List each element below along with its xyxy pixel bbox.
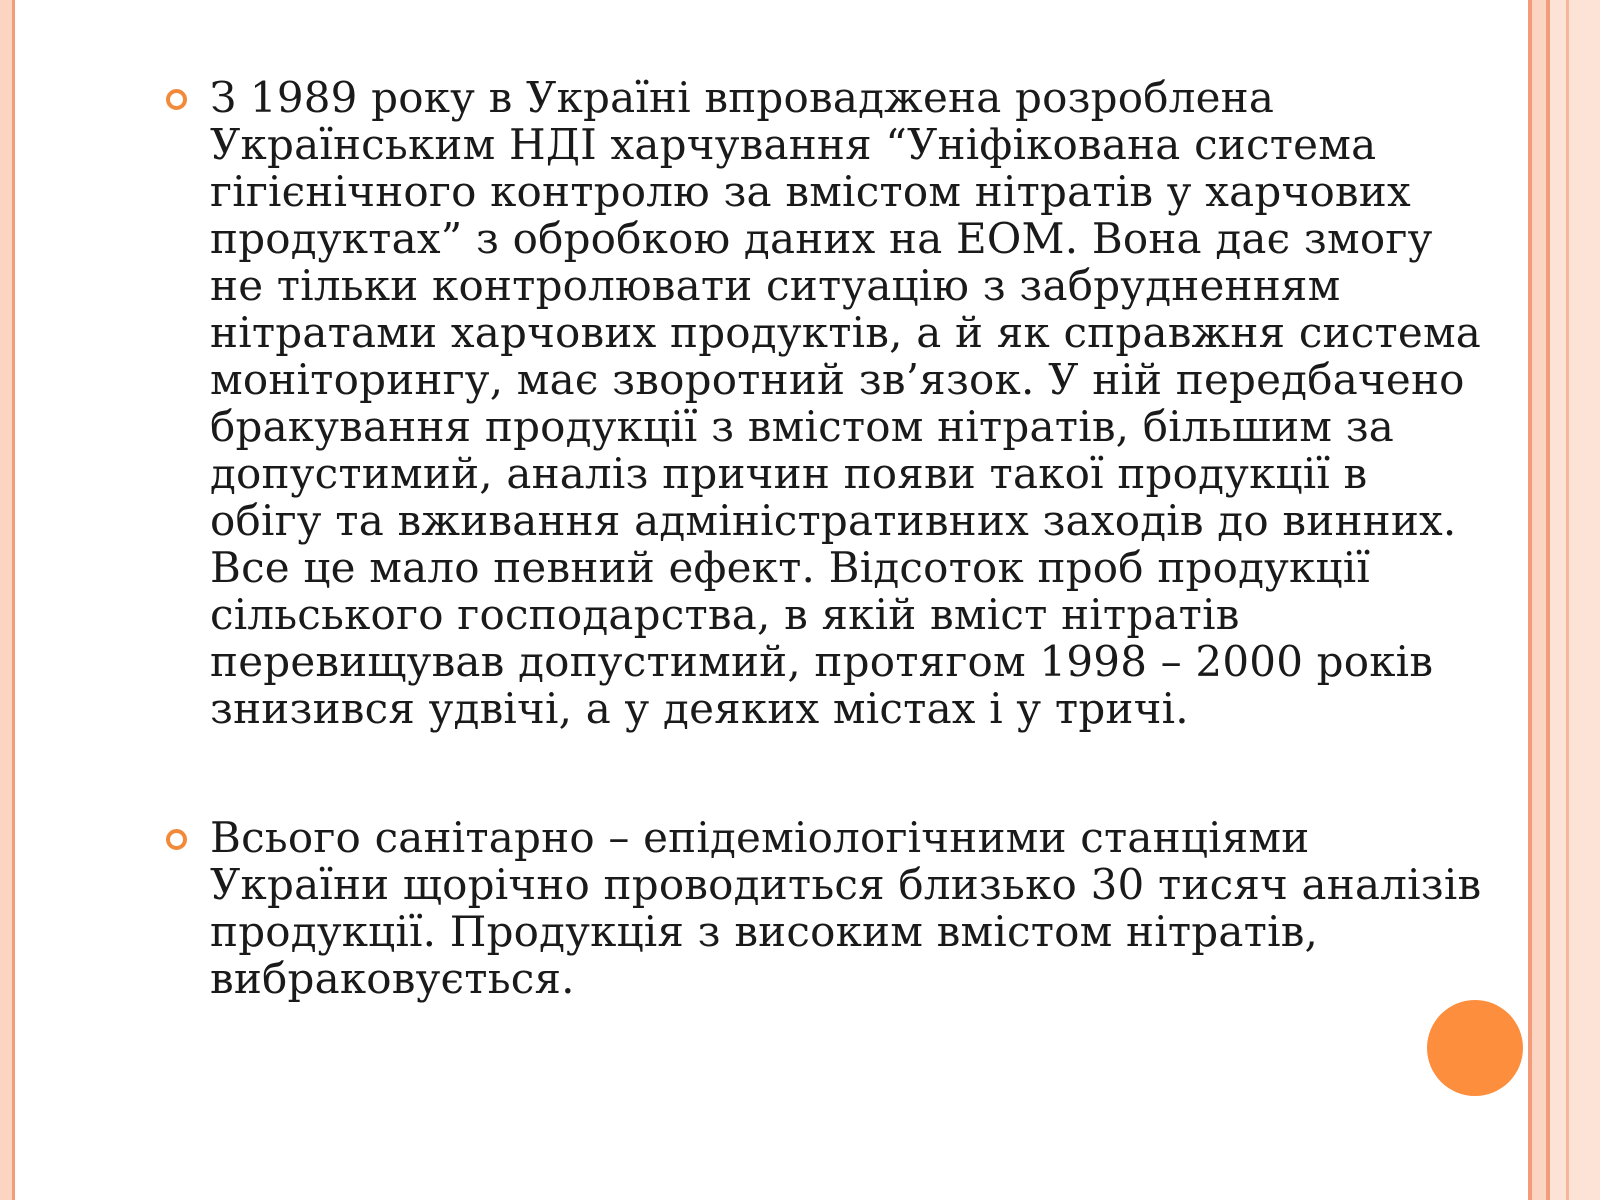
bullet-text: З 1989 року в Україні впроваджена розроблена Українським НДІ харчування “Уніфікована система гігієнічного контролю за вмістом нітратів у харчових продуктах” з обробкою даних на ЕОМ. Вона дає змогу не тільки контролювати ситуацію з забрудненням нітратами харчових продуктів, а й як справжня система моніторингу, має зворотний зв’язок. У ній передбачено бракування продукції з вмістом нітратів, більшим за допустимий, аналіз причин появи такої продукції в обігу та вживання адміністративних заходів до винних. Все це мало певний ефект. Відсоток проб продукції сільського господарства, в якій вміст нітратів перевищував допустимий, протягом 1998 – 2000 років знизився удвічі, а у деяких містах і у тричі.	[210, 73, 1482, 733]
bullet-text: Всього санітарно – епідеміологічними станціями України щорічно проводиться близько 30 тисяч аналізів продукції. Продукція з високим вмістом нітратів, вибраковується.	[210, 813, 1482, 1003]
decorative-circle	[1427, 1000, 1523, 1096]
left-border-band	[0, 0, 12, 1200]
right-border-band	[1532, 0, 1546, 1200]
bullet-item	[160, 74, 1490, 732]
right-border-band	[1550, 0, 1600, 1200]
bullet-circle-icon	[166, 829, 187, 850]
slide-content	[160, 74, 1490, 1002]
right-border-line	[1566, 0, 1569, 1200]
left-border-line	[12, 0, 15, 1200]
bullet-item	[160, 814, 1490, 1002]
bullet-circle-icon	[166, 89, 187, 110]
